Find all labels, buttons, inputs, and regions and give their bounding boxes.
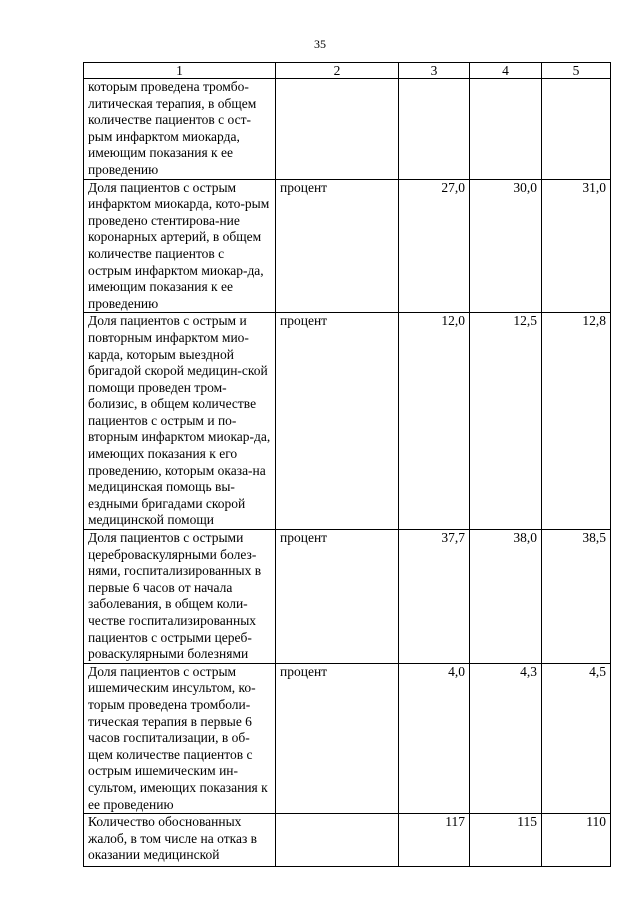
value-col4: 4,3 (470, 663, 542, 813)
value-col3: 117 (399, 814, 470, 867)
column-header-5: 5 (542, 63, 611, 79)
indicator-unit (276, 814, 399, 867)
value-col4: 30,0 (470, 179, 542, 313)
table-row (84, 530, 611, 664)
indicator-name: которым проведена тромбо-литическая терапия, в общем количестве пациентов с ост-рым инфарктом миокарда, имеющим показания к ее проведению (84, 79, 276, 180)
value-col5: 110 (542, 814, 611, 867)
value-col5: 4,5 (542, 663, 611, 813)
column-header-3: 3 (399, 63, 470, 79)
value-col3 (399, 79, 470, 180)
value-col4: 12,5 (470, 313, 542, 530)
indicator-unit: процент (276, 313, 399, 530)
table-row (84, 814, 611, 867)
page-number: 35 (314, 37, 326, 51)
column-header-2: 2 (276, 63, 399, 79)
value-col4: 38,0 (470, 530, 542, 664)
table-row (84, 179, 611, 313)
indicator-name: Доля пациентов с острым и повторным инфарктом мио-карда, которым выездной бригадой скорой медицин-ской помощи проведен тром-болизис, в общем количестве пациентов с острым и по-вторным инфарктом миокар-да, имеющих показания к его проведению, которым оказа-на медицинская помощь вы-ездными бригадами скорой медицинской помощи (84, 313, 276, 530)
value-col3: 4,0 (399, 663, 470, 813)
value-col5: 31,0 (542, 179, 611, 313)
indicator-name: Доля пациентов с острым ишемическим инсультом, ко-торым проведена тромболи-тическая терапия в первые 6 часов госпитализации, в об-щем количестве пациентов с острым ишемическим ин-сультом, имеющих показания к ее проведению (84, 663, 276, 813)
table-row (84, 313, 611, 530)
value-col4: 115 (470, 814, 542, 867)
column-header-1: 1 (84, 63, 276, 79)
indicator-name: Доля пациентов с острыми цереброваскулярными болез-нями, госпитализированных в первые 6 часов от начала заболевания, в общем коли-честве госпитализированных пациентов с острыми цереб-роваскулярными болезнями (84, 530, 276, 664)
value-col3: 27,0 (399, 179, 470, 313)
indicator-name: Доля пациентов с острым инфарктом миокарда, кото-рым проведено стентирова-ние коронарных артерий, в общем количестве пациентов с острым инфарктом миокар-да, имеющим показания к ее проведению (84, 179, 276, 313)
value-col5: 38,5 (542, 530, 611, 664)
value-col5: 12,8 (542, 313, 611, 530)
indicator-unit (276, 79, 399, 180)
value-col3: 12,0 (399, 313, 470, 530)
table-header-row (84, 63, 611, 79)
table-row (84, 663, 611, 813)
column-header-4: 4 (470, 63, 542, 79)
table-row (84, 79, 611, 180)
value-col5 (542, 79, 611, 180)
indicator-unit: процент (276, 530, 399, 664)
indicators-table (83, 62, 611, 867)
value-col3: 37,7 (399, 530, 470, 664)
indicator-unit: процент (276, 179, 399, 313)
indicator-name: Количество обоснованных жалоб, в том числе на отказ в оказании медицинской (84, 814, 276, 867)
indicator-unit: процент (276, 663, 399, 813)
value-col4 (470, 79, 542, 180)
